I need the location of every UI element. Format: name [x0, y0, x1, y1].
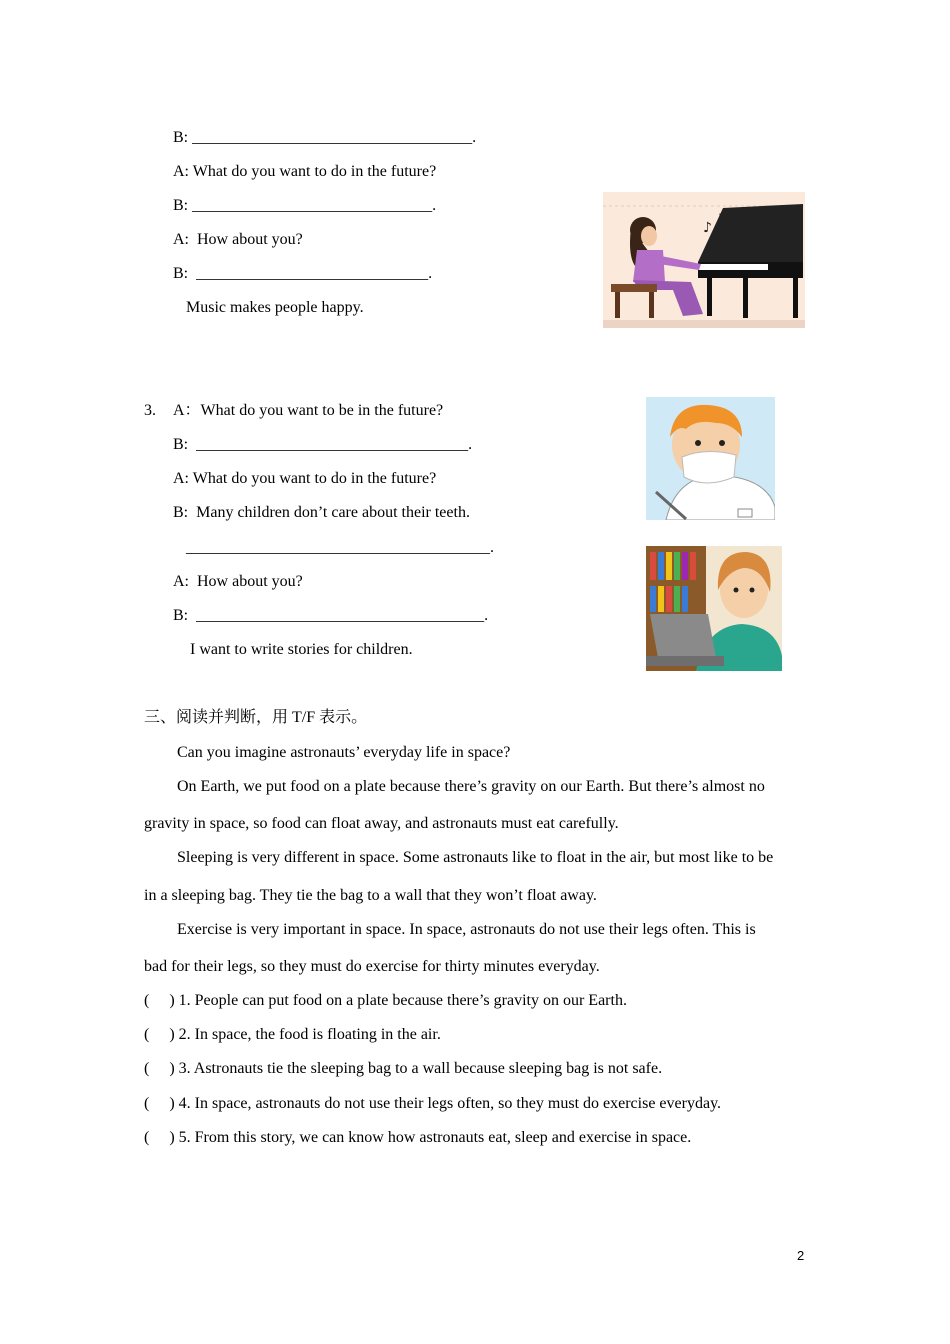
dialogue2-b1: B: ___________________________________. [173, 129, 477, 146]
question-5[interactable]: ( ) 5. From this story, we can know how astronauts eat, sleep and exercise in space. [144, 1129, 692, 1146]
dialogue2-b2: B: ______________________________. [173, 197, 437, 214]
svg-text:♫: ♫ [715, 211, 726, 225]
passage-p3-line1: Sleeping is very different in space. Some astronauts like to float in the air, but most like to be [177, 849, 774, 866]
passage-p3-line2: in a sleeping bag. They tie the bag to a wall that they won’t float away. [144, 887, 597, 904]
dialogue3-a1: A：What do you want to be in the future? [173, 402, 444, 419]
dialogue2-a3: A: How about you? [173, 231, 303, 248]
svg-text:♪: ♪ [703, 220, 712, 236]
passage-p2-line2: gravity in space, so food can float away, and astronauts must eat carefully. [144, 815, 619, 832]
section3-heading: 三、阅读并判断，用 T/F 表示。 [144, 709, 368, 726]
question-2[interactable]: ( ) 2. In space, the food is floating in the air. [144, 1026, 441, 1043]
dialogue3-blank: ______________________________________. [186, 539, 494, 556]
dialogue3-number: 3. [144, 402, 156, 419]
piano-illustration [603, 192, 805, 328]
writer-illustration [646, 546, 782, 671]
page-number: 2 [797, 1248, 805, 1263]
dentist-illustration [646, 397, 775, 520]
question-1[interactable]: ( ) 1. People can put food on a plate because there’s gravity on our Earth. [144, 992, 627, 1009]
passage-p2-line1: On Earth, we put food on a plate because there’s gravity on our Earth. But there’s almost no [177, 778, 765, 795]
passage-p4-line1: Exercise is very important in space. In space, astronauts do not use their legs often. This is [177, 921, 756, 938]
dialogue3-b1: B: __________________________________. [173, 436, 473, 453]
question-3[interactable]: ( ) 3. Astronauts tie the sleeping bag to a wall because sleeping bag is not safe. [144, 1060, 663, 1077]
question-4[interactable]: ( ) 4. In space, astronauts do not use their legs often, so they must do exercise everyday. [144, 1095, 722, 1112]
dialogue2-closing: Music makes people happy. [186, 299, 364, 316]
dialogue2-b3: B: _____________________________. [173, 265, 433, 282]
dialogue3-b2: B: Many children don’t care about their teeth. [173, 504, 470, 521]
passage-p4-line2: bad for their legs, so they must do exercise for thirty minutes everyday. [144, 958, 600, 975]
dialogue2-a2: A: What do you want to do in the future? [173, 163, 437, 180]
dialogue3-closing: I want to write stories for children. [190, 641, 413, 658]
dialogue3-a2: A: What do you want to do in the future? [173, 470, 437, 487]
dialogue3-a3: A: How about you? [173, 573, 303, 590]
passage-p1: Can you imagine astronauts’ everyday life in space? [177, 744, 511, 761]
dialogue3-b3: B: ____________________________________. [173, 607, 489, 624]
